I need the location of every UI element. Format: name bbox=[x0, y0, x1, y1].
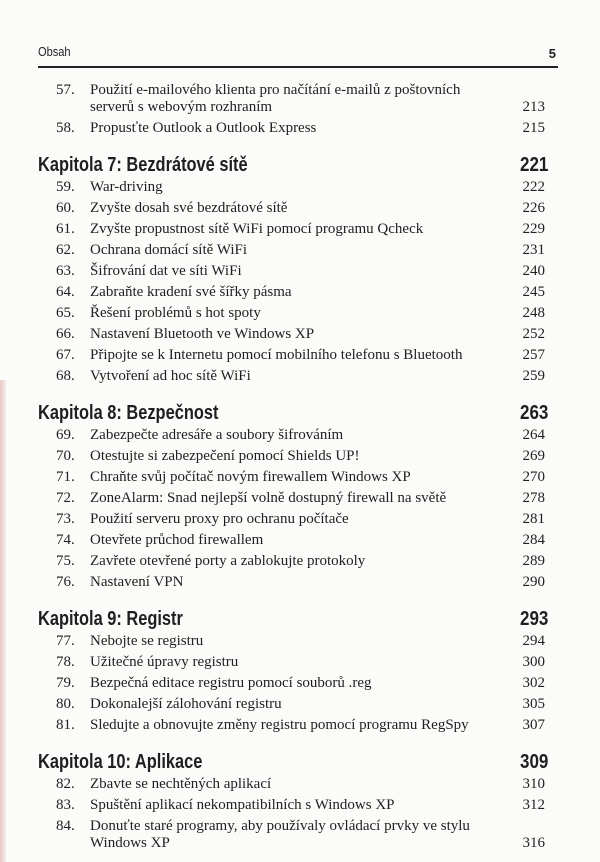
entry-title: Spuštění aplikací nekompatibilních s Windows XP bbox=[90, 797, 395, 813]
chapter-title: Kapitola 10: Aplikace bbox=[38, 751, 203, 773]
entry-number: 77. bbox=[56, 633, 75, 649]
entry-page: 289 bbox=[522, 553, 545, 569]
chapter-page: 309 bbox=[519, 751, 548, 773]
entry-title: Propusťte Outlook a Outlook Express bbox=[90, 120, 317, 136]
page-header bbox=[38, 44, 558, 68]
entry-title: Použití serveru proxy pro ochranu počítače bbox=[90, 511, 349, 527]
page-edge-shadow bbox=[0, 380, 6, 862]
entry-page: 305 bbox=[522, 696, 545, 712]
table-of-contents bbox=[38, 80, 548, 854]
chapter-title: Kapitola 9: Registr bbox=[38, 608, 183, 630]
entry-title: Řešení problémů s hot spoty bbox=[90, 305, 261, 321]
toc-entry bbox=[38, 261, 548, 282]
toc-entry bbox=[38, 572, 548, 593]
entry-page: 213 bbox=[522, 99, 545, 115]
entry-title: Použití e-mailového klienta pro načítání e-mailů z poštovních serverů s webovým rozhraním bbox=[90, 82, 461, 115]
toc-entry bbox=[38, 631, 548, 652]
entry-page: 264 bbox=[522, 427, 545, 443]
toc-entry bbox=[38, 488, 548, 509]
entry-page: 226 bbox=[522, 200, 545, 216]
toc-entry bbox=[38, 715, 548, 736]
toc-entry bbox=[38, 198, 548, 219]
entry-page: 294 bbox=[522, 633, 545, 649]
entry-number: 66. bbox=[56, 326, 75, 342]
toc-entry bbox=[38, 240, 548, 261]
entry-page: 248 bbox=[522, 305, 545, 321]
toc-entry bbox=[38, 530, 548, 551]
toc-entry bbox=[38, 345, 548, 366]
entry-number: 72. bbox=[56, 490, 75, 506]
entry-title: Otestujte si zabezpečení pomocí Shields UP! bbox=[90, 448, 360, 464]
chapter-title: Kapitola 8: Bezpečnost bbox=[38, 402, 219, 424]
entry-number: 58. bbox=[56, 120, 75, 136]
entry-number: 75. bbox=[56, 553, 75, 569]
entry-page: 307 bbox=[522, 717, 545, 733]
entry-title: Připojte se k Internetu pomocí mobilního telefonu s Bluetooth bbox=[90, 347, 463, 363]
toc-entry bbox=[38, 446, 548, 467]
entry-number: 60. bbox=[56, 200, 75, 216]
entry-title: Otevřete průchod firewallem bbox=[90, 532, 264, 548]
toc-entry bbox=[38, 467, 548, 488]
entry-page: 222 bbox=[522, 179, 545, 195]
toc-entry bbox=[38, 551, 548, 572]
chapter-heading bbox=[38, 750, 548, 774]
entry-title: Dokonalejší zálohování registru bbox=[90, 696, 282, 712]
entry-page: 281 bbox=[522, 511, 545, 527]
entry-page: 257 bbox=[522, 347, 545, 363]
toc-entry bbox=[38, 652, 548, 673]
entry-title: ZoneAlarm: Snad nejlepší volně dostupný firewall na světě bbox=[90, 490, 447, 506]
running-head-title: Obsah bbox=[38, 44, 71, 59]
toc-entry bbox=[38, 509, 548, 530]
entry-page: 252 bbox=[522, 326, 545, 342]
toc-entry bbox=[38, 282, 548, 303]
entry-number: 80. bbox=[56, 696, 75, 712]
entry-number: 64. bbox=[56, 284, 75, 300]
entry-number: 69. bbox=[56, 427, 75, 443]
toc-entry bbox=[38, 177, 548, 198]
entry-title: Zabraňte kradení své šířky pásma bbox=[90, 284, 292, 300]
entry-title: Ochrana domácí sítě WiFi bbox=[90, 242, 247, 258]
entry-title: Šifrování dat ve síti WiFi bbox=[90, 263, 242, 279]
entry-title: Vytvoření ad hoc sítě WiFi bbox=[90, 368, 251, 384]
toc-entry bbox=[38, 118, 548, 139]
entry-page: 240 bbox=[522, 263, 545, 279]
entry-page: 270 bbox=[522, 469, 545, 485]
entry-number: 82. bbox=[56, 776, 75, 792]
entry-number: 63. bbox=[56, 263, 75, 279]
entry-page: 284 bbox=[522, 532, 545, 548]
entry-title: Zvyšte dosah své bezdrátové sítě bbox=[90, 200, 288, 216]
entry-title: Zvyšte propustnost sítě WiFi pomocí programu Qcheck bbox=[90, 221, 424, 237]
entry-title: Nastavení VPN bbox=[90, 574, 184, 590]
entry-number: 59. bbox=[56, 179, 75, 195]
toc-entry bbox=[38, 324, 548, 345]
entry-number: 76. bbox=[56, 574, 75, 590]
entry-number: 68. bbox=[56, 368, 75, 384]
entry-title: Bezpečná editace registru pomocí souborů .reg bbox=[90, 675, 372, 691]
toc-entry bbox=[38, 303, 548, 324]
toc-entry bbox=[38, 816, 548, 854]
chapter-page: 221 bbox=[519, 154, 548, 176]
entry-number: 83. bbox=[56, 797, 75, 813]
toc-entry bbox=[38, 219, 548, 240]
entry-number: 78. bbox=[56, 654, 75, 670]
entry-page: 316 bbox=[522, 835, 545, 851]
entry-page: 215 bbox=[522, 120, 545, 136]
chapter-heading bbox=[38, 153, 548, 177]
entry-page: 302 bbox=[522, 675, 545, 691]
toc-entry bbox=[38, 694, 548, 715]
entry-title: Nebojte se registru bbox=[90, 633, 204, 649]
entry-title: Nastavení Bluetooth ve Windows XP bbox=[90, 326, 315, 342]
entry-title: Donuťte staré programy, aby používaly ovládací prvky ve stylu Windows XP bbox=[90, 818, 470, 851]
entry-number: 71. bbox=[56, 469, 75, 485]
toc-entry bbox=[38, 795, 548, 816]
entry-number: 79. bbox=[56, 675, 75, 691]
entry-title: Chraňte svůj počítač novým firewallem Windows XP bbox=[90, 469, 411, 485]
entry-title: Zbavte se nechtěných aplikací bbox=[90, 776, 272, 792]
entry-number: 73. bbox=[56, 511, 75, 527]
page-number: 5 bbox=[548, 46, 556, 61]
entry-page: 290 bbox=[522, 574, 545, 590]
entry-title: Užitečné úpravy registru bbox=[90, 654, 239, 670]
chapter-title: Kapitola 7: Bezdrátové sítě bbox=[38, 154, 248, 176]
entry-page: 310 bbox=[522, 776, 545, 792]
entry-page: 300 bbox=[522, 654, 545, 670]
chapter-heading bbox=[38, 607, 548, 631]
toc-entry bbox=[38, 366, 548, 387]
chapter-page: 293 bbox=[519, 608, 548, 630]
entry-number: 62. bbox=[56, 242, 75, 258]
entry-title: Sledujte a obnovujte změny registru pomocí programu RegSpy bbox=[90, 717, 469, 733]
entry-number: 74. bbox=[56, 532, 75, 548]
entry-page: 259 bbox=[522, 368, 545, 384]
entry-number: 57. bbox=[56, 82, 75, 98]
chapter-page: 263 bbox=[519, 402, 548, 424]
entry-number: 84. bbox=[56, 818, 75, 834]
entry-number: 70. bbox=[56, 448, 75, 464]
entry-number: 65. bbox=[56, 305, 75, 321]
header-rule bbox=[38, 66, 558, 68]
entry-page: 229 bbox=[522, 221, 545, 237]
entry-page: 245 bbox=[522, 284, 545, 300]
toc-entry bbox=[38, 425, 548, 446]
toc-entry bbox=[38, 80, 548, 118]
entry-page: 269 bbox=[522, 448, 545, 464]
entry-page: 231 bbox=[522, 242, 545, 258]
entry-page: 312 bbox=[522, 797, 545, 813]
entry-number: 81. bbox=[56, 717, 75, 733]
toc-entry bbox=[38, 673, 548, 694]
entry-title: Zavřete otevřené porty a zablokujte protokoly bbox=[90, 553, 366, 569]
entry-title: Zabezpečte adresáře a soubory šifrováním bbox=[90, 427, 344, 443]
entry-number: 67. bbox=[56, 347, 75, 363]
entry-page: 278 bbox=[522, 490, 545, 506]
entry-title: War-driving bbox=[90, 179, 163, 195]
chapter-heading bbox=[38, 401, 548, 425]
entry-number: 61. bbox=[56, 221, 75, 237]
toc-entry bbox=[38, 774, 548, 795]
